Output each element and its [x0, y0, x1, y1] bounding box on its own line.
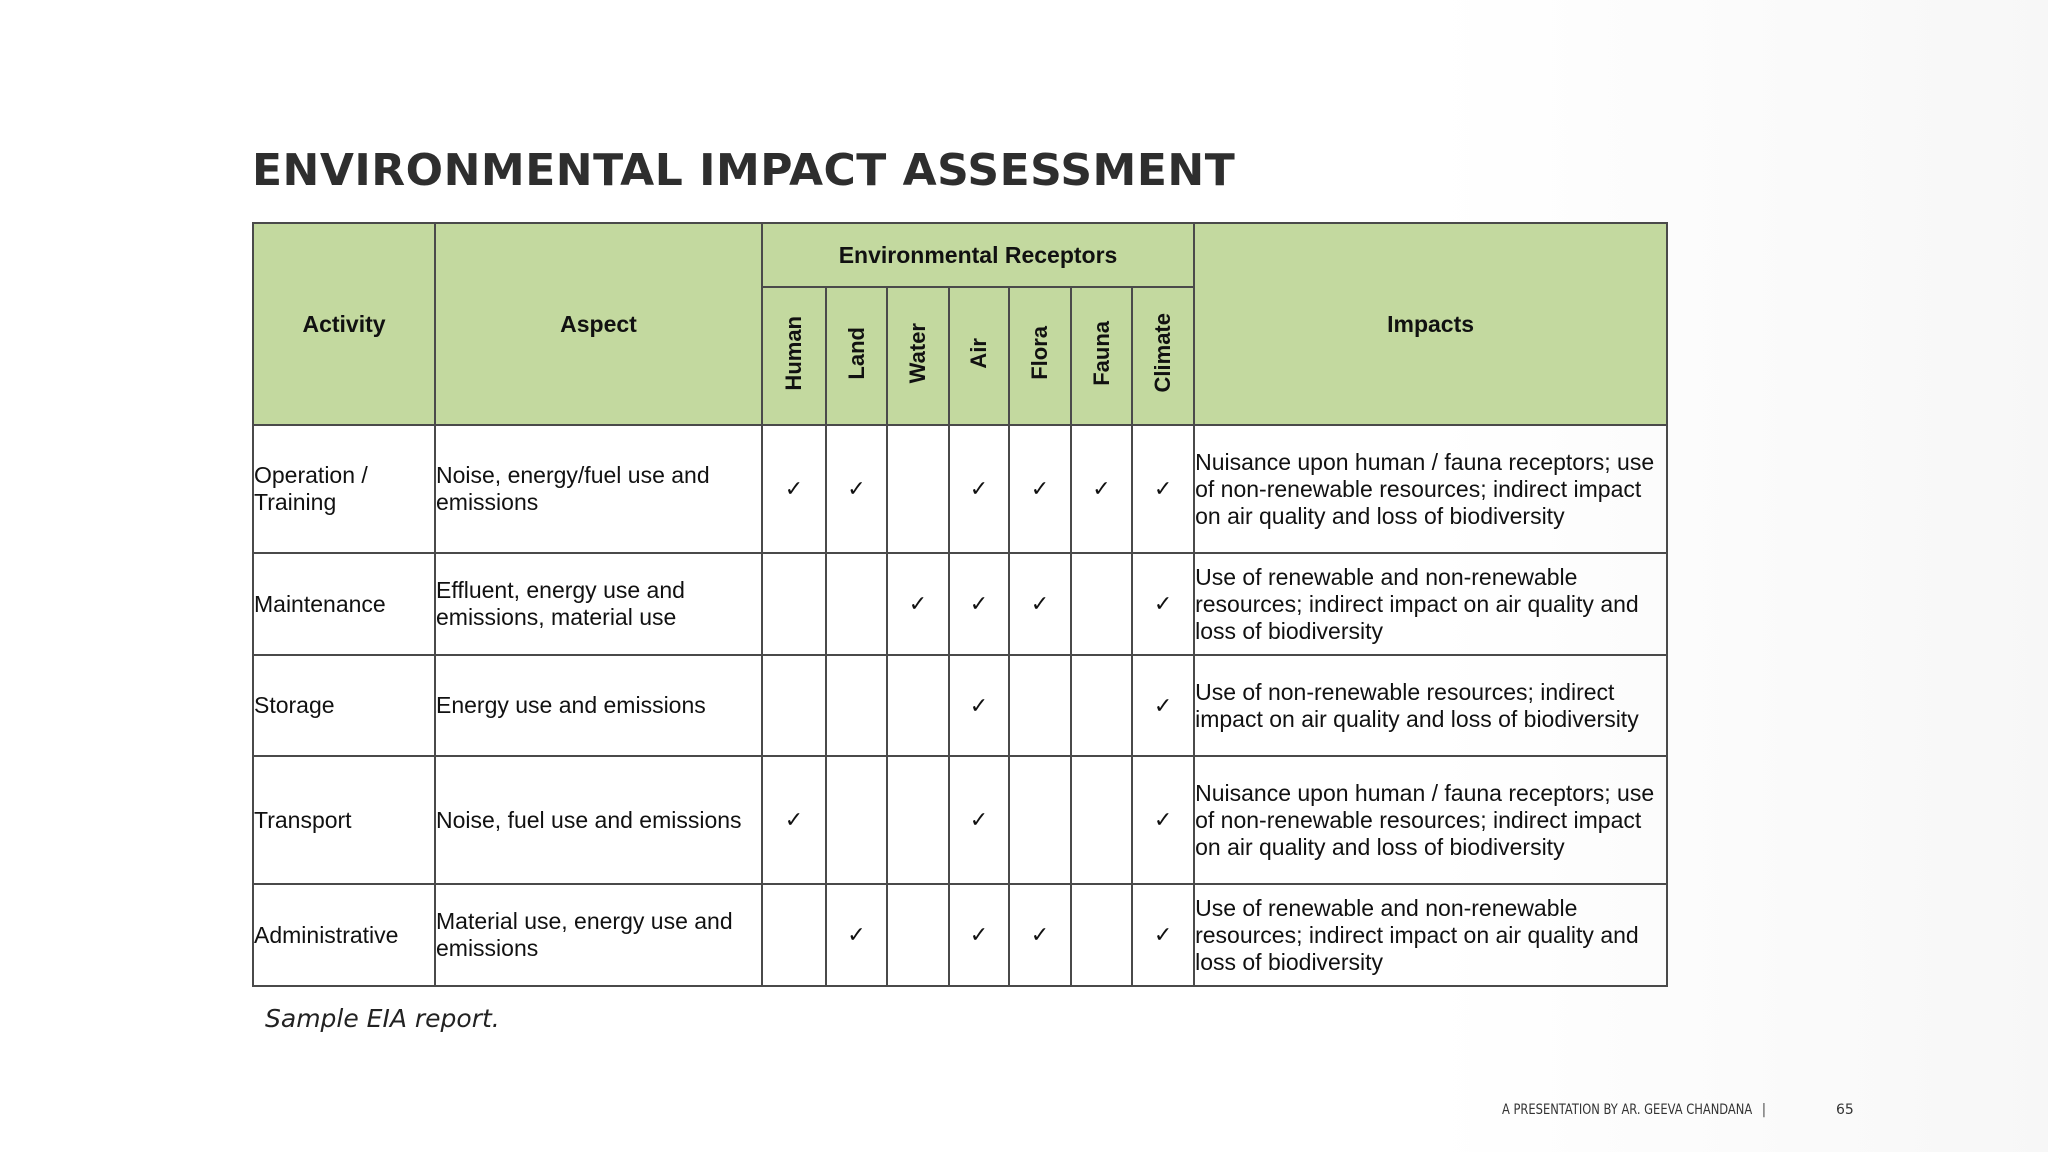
- impacts-cell: Use of renewable and non-renewable resources; indirect impact on air quality and loss of biodiversity: [1194, 553, 1667, 655]
- header-receptor: [1132, 287, 1194, 425]
- check-mark-icon: ✓: [969, 591, 989, 616]
- slide-title: ENVIRONMENTAL IMPACT ASSESSMENT: [252, 145, 1236, 196]
- impacts-cell: Use of renewable and non-renewable resources; indirect impact on air quality and loss of biodiversity: [1194, 884, 1667, 986]
- page-number: 65: [1836, 1102, 1854, 1118]
- header-environmental-receptors: Environmental Receptors: [762, 223, 1194, 287]
- receptor-check-cell: [949, 553, 1009, 655]
- check-mark-icon: ✓: [1030, 591, 1050, 616]
- receptor-check-cell: [1071, 425, 1132, 553]
- receptor-check-cell: [1132, 425, 1194, 553]
- receptor-check-cell: [1132, 884, 1194, 986]
- receptor-check-cell: [1009, 884, 1071, 986]
- check-mark-icon: ✓: [1092, 476, 1111, 501]
- check-mark-icon: ✓: [1153, 476, 1173, 501]
- receptor-check-cell: [762, 655, 826, 756]
- aspect-cell: Material use, energy use and emissions: [435, 884, 762, 986]
- check-mark-icon: ✓: [847, 476, 866, 501]
- receptor-check-cell: [887, 756, 949, 884]
- table-row: [253, 756, 1667, 884]
- check-mark-icon: ✓: [784, 476, 804, 501]
- header-receptor: [1009, 287, 1071, 425]
- activity-cell: Maintenance: [253, 553, 435, 655]
- table-row: [253, 553, 1667, 655]
- header-receptor: [1071, 287, 1132, 425]
- check-mark-icon: ✓: [969, 807, 989, 832]
- receptor-check-cell: [949, 756, 1009, 884]
- table-row: [253, 884, 1667, 986]
- receptor-check-cell: [1071, 553, 1132, 655]
- header-activity: Activity: [253, 223, 435, 425]
- receptor-check-cell: [1071, 756, 1132, 884]
- aspect-cell: Energy use and emissions: [435, 655, 762, 756]
- check-mark-icon: ✓: [1153, 591, 1173, 616]
- header-receptor: [826, 287, 887, 425]
- receptor-check-cell: [1132, 756, 1194, 884]
- receptor-check-cell: [1132, 553, 1194, 655]
- activity-cell: Operation / Training: [253, 425, 435, 553]
- check-mark-icon: ✓: [969, 692, 989, 718]
- impacts-cell: Use of non-renewable resources; indirect impact on air quality and loss of biodiversity: [1194, 655, 1667, 756]
- table-caption: Sample EIA report.: [265, 1004, 500, 1033]
- receptor-check-cell: [1009, 756, 1071, 884]
- impacts-cell: Nuisance upon human / fauna receptors; use of non-renewable resources; indirect impact on air quality and loss of biodiversity: [1194, 425, 1667, 553]
- receptor-label: Climate: [1150, 313, 1176, 393]
- table-row: [253, 425, 1667, 553]
- table-header-row: [253, 223, 1667, 287]
- receptor-label: Flora: [1027, 326, 1052, 380]
- receptor-check-cell: [826, 553, 887, 655]
- receptor-check-cell: [762, 553, 826, 655]
- receptor-label: Water: [905, 322, 930, 384]
- receptor-check-cell: [762, 756, 826, 884]
- check-mark-icon: ✓: [1153, 692, 1173, 718]
- check-mark-icon: ✓: [969, 922, 989, 947]
- receptor-check-cell: [1071, 884, 1132, 986]
- receptor-check-cell: [1132, 655, 1194, 756]
- header-impacts: Impacts: [1194, 223, 1667, 425]
- check-mark-icon: ✓: [1153, 922, 1173, 947]
- receptor-check-cell: [887, 425, 949, 553]
- receptor-check-cell: [826, 425, 887, 553]
- receptor-check-cell: [1009, 553, 1071, 655]
- table-row: [253, 655, 1667, 756]
- activity-cell: Storage: [253, 655, 435, 756]
- activity-cell: Administrative: [253, 884, 435, 986]
- footer: [1502, 1102, 1774, 1118]
- receptor-check-cell: [1071, 655, 1132, 756]
- receptor-check-cell: [887, 655, 949, 756]
- receptor-check-cell: [762, 425, 826, 553]
- footer-separator: |: [1762, 1102, 1766, 1118]
- receptor-label: Air: [966, 337, 991, 369]
- check-mark-icon: ✓: [1030, 476, 1050, 501]
- header-receptor: [762, 287, 826, 425]
- check-mark-icon: ✓: [847, 922, 866, 947]
- check-mark-icon: ✓: [784, 807, 804, 832]
- receptor-label: Land: [843, 326, 869, 380]
- receptor-check-cell: [826, 655, 887, 756]
- table-body: [253, 425, 1667, 986]
- receptor-check-cell: [949, 884, 1009, 986]
- receptor-check-cell: [1009, 655, 1071, 756]
- check-mark-icon: ✓: [1030, 922, 1050, 947]
- aspect-cell: Effluent, energy use and emissions, material use: [435, 553, 762, 655]
- activity-cell: Transport: [253, 756, 435, 884]
- receptor-check-cell: [826, 756, 887, 884]
- receptor-label: Human: [781, 315, 806, 391]
- aspect-cell: Noise, energy/fuel use and emissions: [435, 425, 762, 553]
- receptor-check-cell: [949, 655, 1009, 756]
- receptor-check-cell: [1009, 425, 1071, 553]
- header-receptor: [887, 287, 949, 425]
- receptor-check-cell: [826, 884, 887, 986]
- receptor-label: Fauna: [1088, 320, 1114, 386]
- receptor-check-cell: [762, 884, 826, 986]
- eia-table: [252, 222, 1668, 987]
- footer-text: A PRESENTATION BY AR. GEEVA CHANDANA: [1502, 1102, 1753, 1118]
- receptor-check-cell: [949, 425, 1009, 553]
- header-receptor: [949, 287, 1009, 425]
- check-mark-icon: ✓: [1153, 807, 1173, 832]
- impacts-cell: Nuisance upon human / fauna receptors; use of non-renewable resources; indirect impact on air quality and loss of biodiversity: [1194, 756, 1667, 884]
- header-aspect: Aspect: [435, 223, 762, 425]
- check-mark-icon: ✓: [969, 476, 989, 501]
- receptor-check-cell: [887, 884, 949, 986]
- check-mark-icon: ✓: [908, 591, 928, 616]
- aspect-cell: Noise, fuel use and emissions: [435, 756, 762, 884]
- receptor-check-cell: [887, 553, 949, 655]
